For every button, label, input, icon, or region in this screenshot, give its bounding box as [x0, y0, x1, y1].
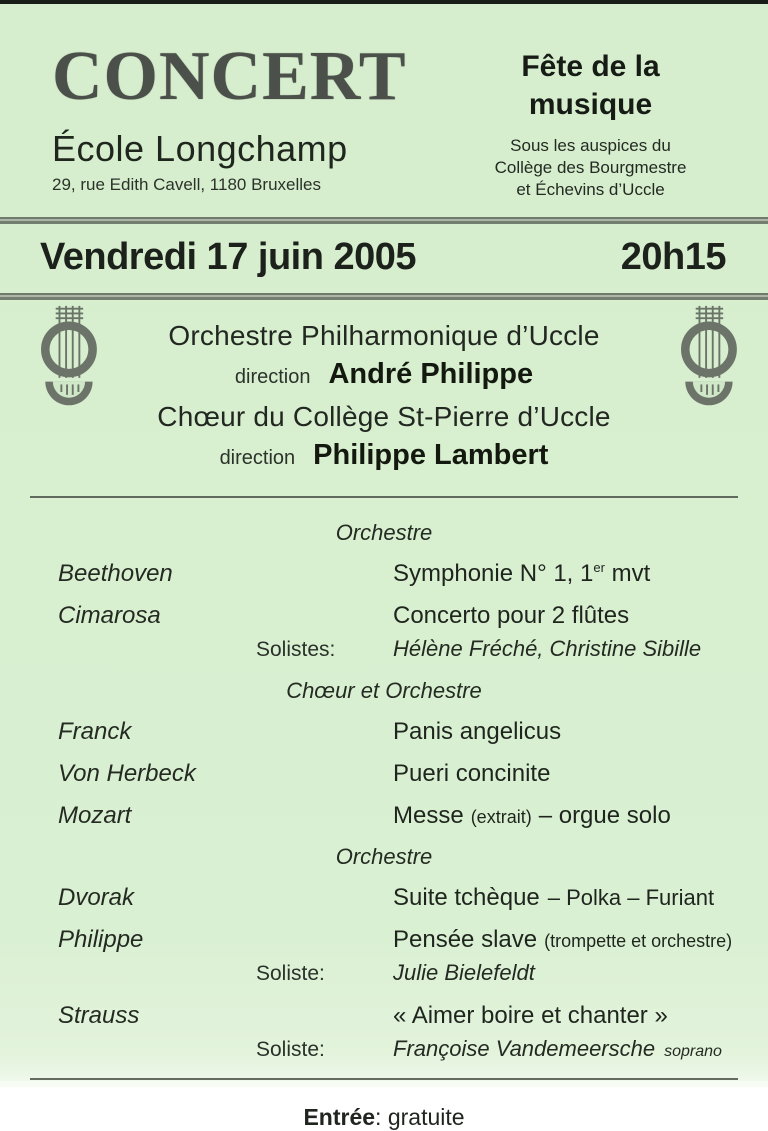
program-row-mozart [58, 802, 738, 830]
work-title: Concerto pour 2 flûtes [393, 602, 630, 630]
soloist-label: Solistes: [256, 638, 336, 662]
program-section-heading: Orchestre [335, 520, 433, 546]
auspices-text [443, 135, 738, 201]
direction-label: direction [219, 447, 296, 470]
program-row-philippe [58, 926, 738, 954]
divider-rule-top [30, 496, 738, 498]
lyre-guitar-icon [32, 304, 104, 410]
lyre-guitar-icon [672, 304, 744, 410]
program-row-cimarosa-soloists [58, 636, 738, 662]
event-title [443, 48, 738, 123]
header [0, 0, 768, 201]
composer-name: Franck [58, 718, 132, 746]
admission-note [0, 1104, 768, 1131]
admission-label: Entrée [303, 1104, 376, 1131]
ensembles-section [0, 300, 768, 496]
soloist-names: Julie Bielefeldt [393, 960, 535, 986]
program-row-cimarosa [58, 602, 738, 630]
scan-edge-bottom [0, 1081, 768, 1087]
horizontal-band-top [0, 217, 768, 224]
auspices-line3: et Échevins d’Uccle [516, 180, 665, 200]
ensemble-direction-choir [0, 439, 768, 472]
ensemble-name-orchestra: Orchestre Philharmonique d’Uccle [168, 320, 600, 352]
soloist-names: Françoise Vandemeersche soprano [393, 1036, 722, 1062]
ensemble-name-choir: Chœur du Collège St-Pierre d’Uccle [157, 401, 611, 433]
soloist-label: Soliste: [256, 962, 325, 986]
program-row-strauss-soloist [58, 1036, 738, 1062]
scan-edge-top [0, 0, 768, 4]
composer-name: Philippe [58, 926, 144, 954]
work-title: Symphonie N° 1, 1er mvt [393, 560, 651, 588]
work-title: Pueri concinite [393, 760, 551, 788]
director-name: André Philippe [328, 358, 534, 391]
program-row-strauss [58, 1002, 738, 1030]
venue-name: École Longchamp [52, 128, 348, 169]
director-name: Philippe Lambert [313, 439, 549, 472]
ensemble-direction-orchestra [0, 358, 768, 391]
event-title-line2: musique [528, 87, 653, 121]
event-title-line1: Fête de la [521, 50, 660, 83]
divider-rule-bottom [30, 1078, 738, 1080]
work-title: « Aimer boire et chanter » [393, 1002, 668, 1030]
composer-name: Cimarosa [58, 602, 161, 630]
soloist-label: Soliste: [256, 1038, 325, 1062]
horizontal-band-bottom [0, 293, 768, 300]
program-section [0, 498, 768, 1062]
program-row-beethoven [58, 560, 738, 588]
work-title: Pensée slave (trompette et orchestre) [393, 926, 733, 954]
composer-name: Von Herbeck [58, 760, 196, 788]
event-time: 20h15 [620, 236, 726, 279]
auspices-line2: Collège des Bourgmestre [494, 158, 687, 178]
soloist-voice-type: soprano [664, 1043, 722, 1061]
header-right [443, 42, 738, 201]
program-row-dvorak [58, 884, 738, 912]
program-section-heading: Orchestre [335, 844, 433, 870]
program-section-heading: Chœur et Orchestre [286, 678, 482, 704]
soloist-names: Hélène Fréché, Christine Sibille [393, 636, 702, 662]
composer-name: Dvorak [58, 884, 135, 912]
event-date: Vendredi 17 juin 2005 [40, 236, 417, 279]
admission-value: : gratuite [375, 1104, 465, 1131]
direction-label: direction [234, 366, 311, 389]
composer-name: Beethoven [58, 560, 173, 588]
work-title: Panis angelicus [393, 718, 562, 746]
program-row-franck [58, 718, 738, 746]
venue-address: 29, rue Edith Cavell, 1180 Bruxelles [52, 175, 322, 194]
page-title: CONCERT [52, 38, 407, 115]
work-title: Messe (extrait) – orgue solo [393, 802, 671, 830]
work-title: Suite tchèque – Polka – Furiant [393, 884, 715, 912]
composer-name: Mozart [58, 802, 132, 830]
program-row-philippe-soloist [58, 960, 738, 986]
auspices-line1: Sous les auspices du [510, 136, 671, 155]
header-left [52, 38, 443, 201]
composer-name: Strauss [58, 1002, 140, 1030]
program-row-von-herbeck [58, 760, 738, 788]
date-bar [0, 224, 768, 293]
